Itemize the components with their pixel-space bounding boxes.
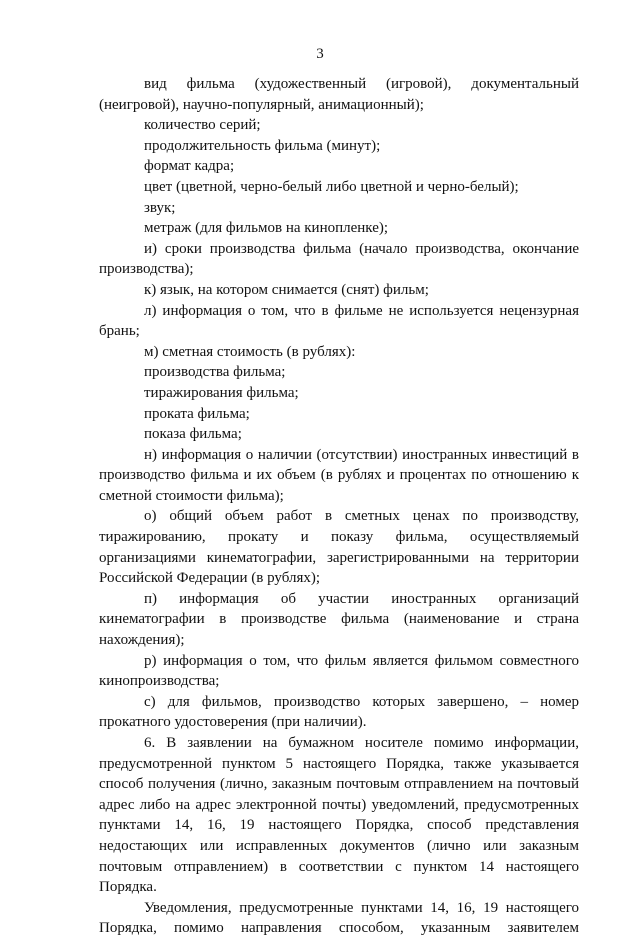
paragraph-item-i: и) сроки производства фильма (начало производства, окончание производства);	[99, 240, 579, 278]
paragraph-distribution-cost: проката фильма;	[144, 405, 250, 422]
paragraph-duration: продолжительность фильма (минут);	[144, 137, 381, 154]
page-number: 3	[316, 46, 324, 62]
paragraph-replication-cost: тиражирования фильма;	[144, 384, 299, 401]
paragraph-sound: звук;	[144, 199, 176, 216]
paragraph-episodes: количество серий;	[144, 117, 261, 134]
document-body	[99, 74, 579, 939]
paragraph-item-l: л) информация о том, что в фильме не используется нецензурная брань;	[99, 302, 579, 340]
paragraph-color: цвет (цветной, черно-белый либо цветной и черно-белый);	[144, 178, 519, 195]
paragraph-screening-cost: показа фильма;	[144, 426, 242, 443]
paragraph-item-o: о) общий объем работ в сметных ценах по производству, тиражированию, прокату и показу фильма, осуществляемый организациями кинематографии, зарегистрированными на территории Российской Федерации (в рублях);	[99, 508, 579, 587]
paragraph-notifications: Уведомления, предусмотренные пунктами 14, 16, 19 настоящего Порядка, помимо направления способом, указанным заявителем	[99, 899, 579, 937]
paragraph-film-type: вид фильма (художественный (игровой), документальный (неигровой), научно-популярный, анимационный);	[99, 76, 579, 113]
paragraph-production-cost: производства фильма;	[144, 364, 286, 381]
paragraph-item-m: м) сметная стоимость (в рублях):	[144, 343, 356, 360]
paragraph-frame-format: формат кадра;	[144, 158, 235, 175]
paragraph-item-p: п) информация об участии иностранных организаций кинематографии в производстве фильма (наименование и страна нахождения);	[99, 590, 579, 649]
paragraph-item-s: с) для фильмов, производство которых завершено, – номер прокатного удостоверения (при наличии).	[99, 693, 579, 731]
paragraph-item-n: н) информация о наличии (отсутствии) иностранных инвестиций в производство фильма и их объем (в рублях и процентах по отношению к сметной стоимости фильма);	[99, 446, 579, 504]
paragraph-footage: метраж (для фильмов на кинопленке);	[144, 220, 389, 237]
paragraph-item-k: к) язык, на котором снимается (снят) фильм;	[144, 281, 429, 298]
paragraph-item-r: р) информация о том, что фильм является фильмом совместного кинопроизводства;	[99, 652, 579, 690]
paragraph-section-6: 6. В заявлении на бумажном носителе помимо информации, предусмотренной пунктом 5 настоящего Порядка, также указывается способ получения (лично, заказным почтовым отправлением на почтовый адрес либо на адрес электронной почты) уведомлений, предусмотренных пунктами 14, 16, 19 настоящего Порядка, способ представления недостающих или исправленных документов (лично или заказным почтовым отправлением) в соответствии с пунктом 14 настоящего Порядка.	[99, 735, 579, 896]
